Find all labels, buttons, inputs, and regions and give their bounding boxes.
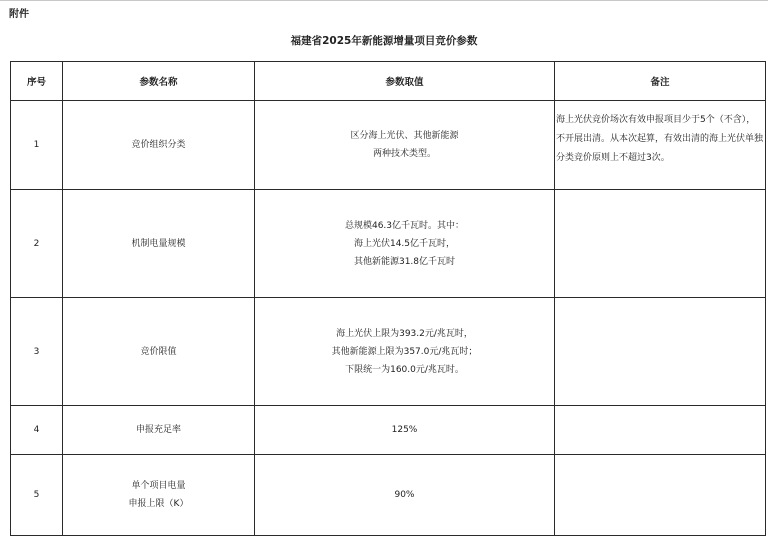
row-number: 3 — [11, 298, 63, 406]
parameter-value-line: 海上光伏上限为393.2元/兆瓦时， — [336, 328, 473, 339]
parameters-table — [10, 61, 766, 536]
header-cell-no: 序号 — [11, 62, 63, 101]
parameter-name — [63, 190, 255, 298]
remark — [555, 190, 766, 298]
parameter-name — [63, 455, 255, 536]
row-number: 1 — [11, 101, 63, 190]
remark — [555, 406, 766, 455]
parameter-name-line: 单个项目电量 — [131, 481, 186, 491]
header-cell-note: 备注 — [555, 62, 766, 101]
table-row — [11, 298, 766, 406]
parameter-value-line: 其他新能源上限为357.0元/兆瓦时； — [331, 346, 478, 357]
parameter-value — [255, 455, 555, 536]
parameter-value — [255, 298, 555, 406]
row-number: 4 — [11, 406, 63, 455]
remark — [555, 455, 766, 536]
parameter-name — [63, 406, 255, 455]
parameter-name — [63, 101, 255, 190]
top-border-line — [0, 0, 768, 1]
parameter-value — [255, 406, 555, 455]
attachment-label: 附件 — [9, 9, 29, 20]
row-number: 2 — [11, 190, 63, 298]
row-number: 5 — [11, 455, 63, 536]
parameter-value — [255, 101, 555, 190]
remark — [555, 298, 766, 406]
header-cell-name: 参数名称 — [63, 62, 255, 101]
header-cell-value: 参数取值 — [255, 62, 555, 101]
parameter-name — [63, 298, 255, 406]
remark: 海上光伏竞价场次有效申报项目少于5个（不含），不开展出清。从本次起算，有效出清的海上光伏单独分类竞价原则上不超过3次。 — [555, 101, 766, 190]
table-row — [11, 406, 766, 455]
parameter-name-line: 竞价限值 — [140, 346, 177, 357]
parameter-value-line: 海上光伏14.5亿千瓦时， — [353, 238, 456, 249]
parameter-value — [255, 190, 555, 298]
parameter-name-line: 机制电量规模 — [131, 238, 186, 249]
document-title: 福建省2025年新能源增量项目竞价参数 — [290, 35, 478, 47]
parameter-value-line: 总规模46.3亿千瓦时。其中： — [344, 220, 465, 231]
table-header-row — [11, 62, 766, 101]
table-row — [11, 190, 766, 298]
parameter-value-line: 下限统一为160.0元/兆瓦时。 — [345, 364, 464, 375]
parameter-value-line: 其他新能源31.8亿千瓦时 — [353, 256, 456, 267]
parameter-name-line: 竞价组织分类 — [131, 140, 186, 150]
parameter-name-line: 申报上限（K） — [128, 499, 189, 509]
parameter-value-line: 两种技术类型。 — [372, 149, 436, 159]
table-row — [11, 101, 766, 190]
parameter-value-line: 125% — [391, 425, 418, 435]
parameter-value-line: 90% — [394, 490, 415, 500]
parameter-value-line: 区分海上光伏、其他新能源 — [350, 131, 459, 141]
parameter-name-line: 申报充足率 — [135, 425, 181, 435]
table-row — [11, 455, 766, 536]
